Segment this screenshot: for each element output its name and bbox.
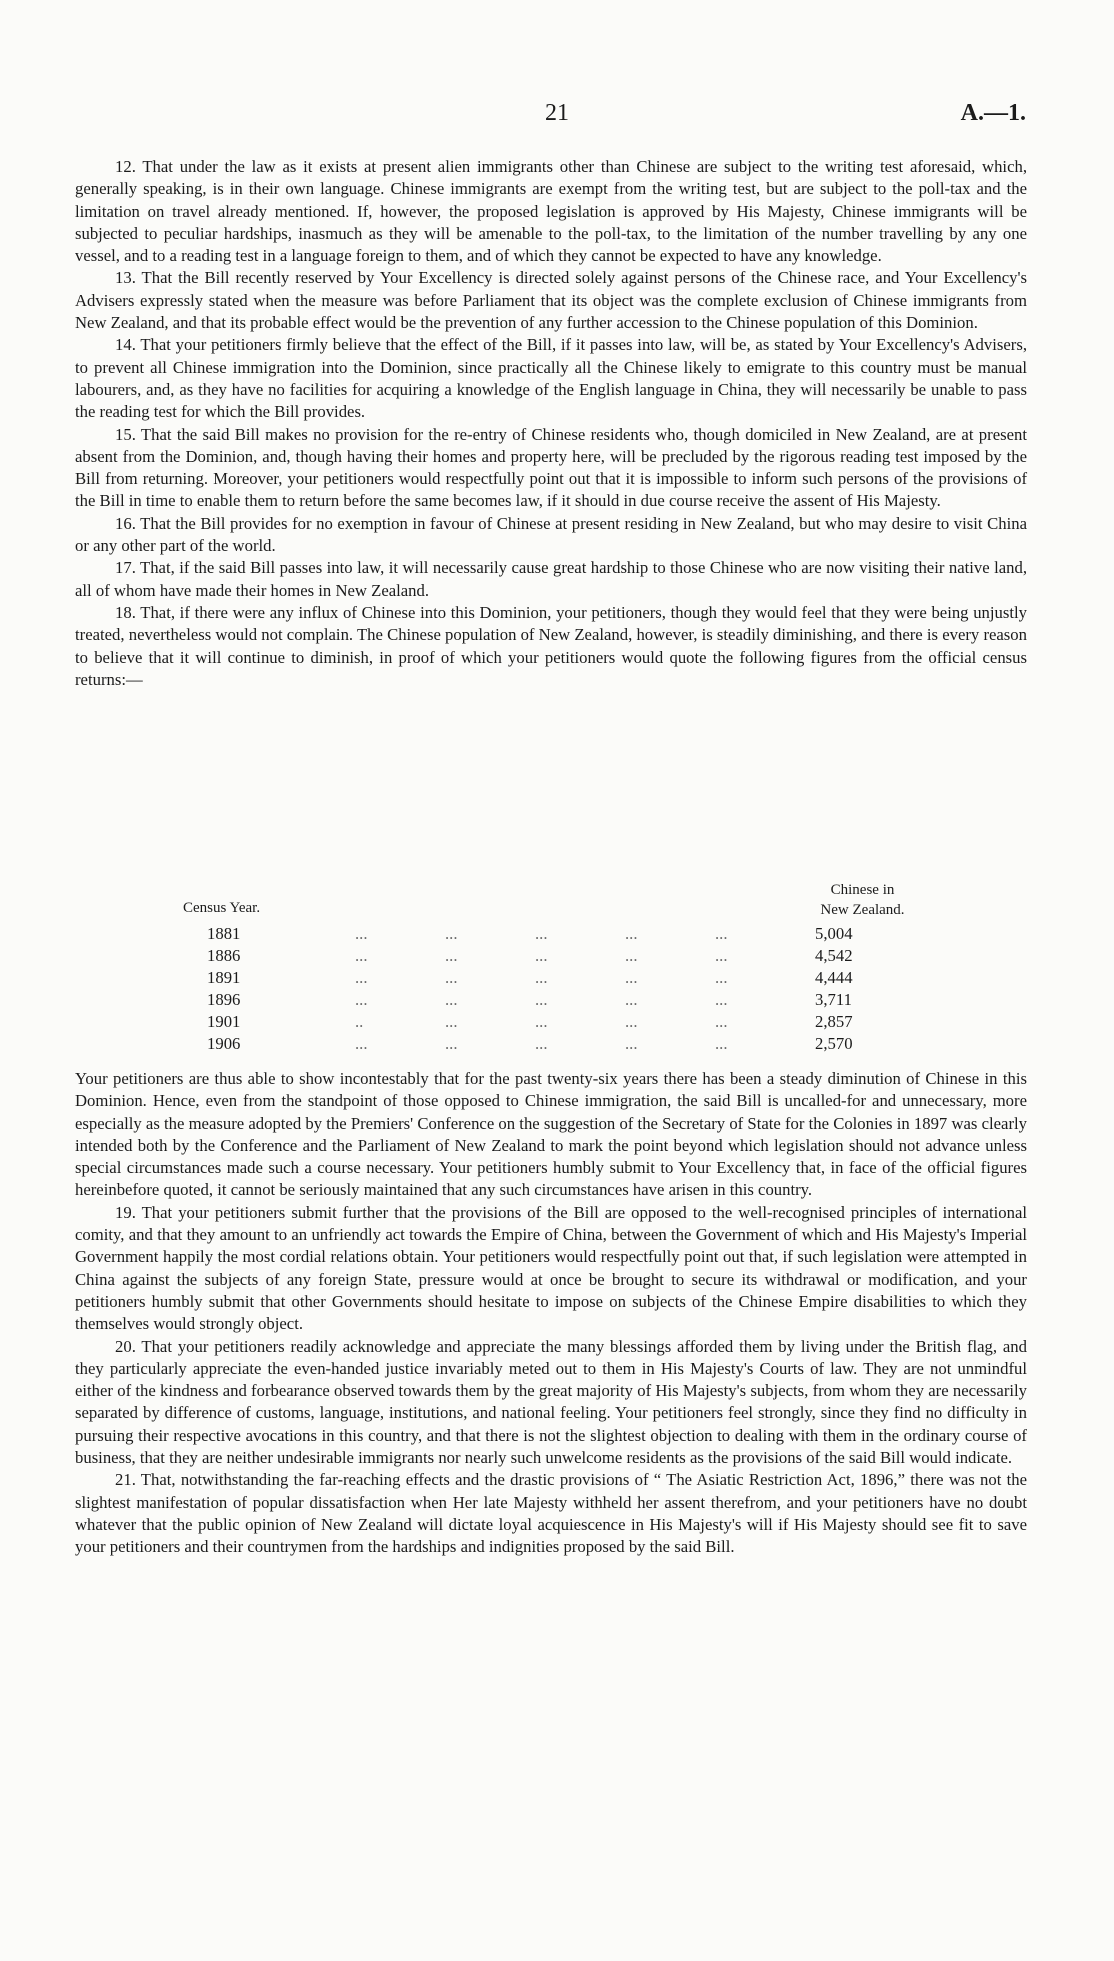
paragraph-17: 17. That, if the said Bill passes into law, it will necessarily cause great hardship to those Chinese who are now visiting their native land, all of whom have made their homes in New Zealand. bbox=[75, 558, 1027, 600]
chinese-count: 4,542 bbox=[815, 946, 853, 965]
census-year: 1896 bbox=[207, 990, 241, 1009]
chinese-count-header bbox=[775, 880, 950, 920]
leader-dots: ... ... ... ... ... bbox=[355, 1034, 728, 1053]
table-row bbox=[0, 946, 1114, 968]
leader-dots: ... ... ... ... ... bbox=[355, 924, 728, 943]
paragraph-14: 14. That your petitioners firmly believe that the effect of the Bill, if it passes into law, will be, as stated by Your Excellency's Advisers, to prevent all Chinese immigration into the Dominion, since practically all the Chinese likely to emigrate to this country must be manual labourers, and, as they have no facilities for acquiring a knowledge of the English language in China, they will necessarily be unable to pass the reading test for which the Bill provides. bbox=[75, 335, 1027, 422]
paragraph-16: 16. That the Bill provides for no exemption in favour of Chinese at present residing in New Zealand, but who may desire to visit China or any other part of the world. bbox=[75, 513, 1027, 556]
census-year: 1886 bbox=[207, 946, 241, 965]
petition-body-top bbox=[75, 156, 1027, 691]
table-row bbox=[0, 968, 1114, 990]
chinese-count-header-line-1: Chinese in bbox=[830, 882, 895, 898]
leader-dots: ... ... ... ... ... bbox=[355, 946, 728, 965]
leader-dots: .. ... ... ... ... bbox=[355, 1012, 728, 1031]
petition-body-bottom bbox=[75, 1068, 1027, 1559]
paragraph-12: 12. That under the law as it exists at present alien immigrants other than Chinese are subject to the writing test aforesaid, which, generally speaking, is in their own language. Chinese immigrants are exempt from the writing test, but are subject to the poll-tax and the limitation on travel already mentioned. If, however, the proposed legislation is approved by His Majesty, Chinese immigrants will be subjected to peculiar hardships, inasmuch as they will be amenable to the poll-tax, to the limitation of the number travelling by any one vessel, and to a reading test in a language foreign to them, and of which they cannot be expected to have any knowledge. bbox=[75, 157, 1027, 266]
chinese-count: 2,570 bbox=[815, 1034, 853, 1053]
paragraph-19: 19. That your petitioners submit further that the provisions of the Bill are opposed to the well-recognised principles of international comity, and that they amount to an unfriendly act towards the Empire of China, between the Government of which and His Majesty's Imperial Government happily the most cordial relations obtain. Your petitioners would respectfully point out that, if such legislation were attempted in China against the subjects of any foreign State, pressure would at once be brought to secure its withdrawal or modification, and your petitioners humbly submit that other Governments should hesitate to impose on subjects of the Chinese Empire disabilities to which they themselves would strongly object. bbox=[75, 1202, 1027, 1334]
census-year: 1881 bbox=[207, 924, 241, 943]
paragraph-15: 15. That the said Bill makes no provision for the re-entry of Chinese residents who, though domiciled in New Zealand, are at present absent from the Dominion, and, though having their homes and property here, will be precluded by the rigorous reading test imposed by the Bill from returning. Moreover, your petitioners would respectfully point out that it is impossible to inform such persons of the provisions of the Bill in time to enable them to return before the same becomes law, if it should in due course receive the assent of His Majesty. bbox=[75, 424, 1027, 511]
census-year-header: Census Year. bbox=[183, 900, 261, 916]
page-number: 21 bbox=[545, 100, 569, 126]
chinese-count-header-line-2: New Zealand. bbox=[820, 902, 905, 918]
paragraph-summary: Your petitioners are thus able to show incontestably that for the past twenty-six years there has been a steady diminution of Chinese in this Dominion. Hence, even from the standpoint of those opposed to Chinese immigration, the said Bill is uncalled-for and unnecessary, more especially as the measure adopted by the Premiers' Conference on the suggestion of the Secretary of State for the Colonies in 1897 was clearly intended both by the Conference and the Parliament of New Zealand to mark the point beyond which legislation should not advance unless special circumstances made such a course necessary. Your petitioners humbly submit to Your Excellency that, in face of the official figures hereinbefore quoted, it cannot be seriously maintained that any such circumstances have arisen in this country. bbox=[75, 1069, 1027, 1200]
census-year: 1906 bbox=[207, 1034, 241, 1053]
leader-dots: ... ... ... ... ... bbox=[355, 990, 728, 1009]
table-row bbox=[0, 1034, 1114, 1056]
document-reference: A.—1. bbox=[960, 100, 1026, 126]
chinese-count: 5,004 bbox=[815, 924, 853, 943]
leader-dots: ... ... ... ... ... bbox=[355, 968, 728, 987]
paragraph-21: 21. That, notwithstanding the far-reaching effects and the drastic provisions of “ The Asiatic Restriction Act, 1896,” there was not the slightest manifestation of popular dissatisfaction when Her late Majesty withheld her assent therefrom, and your petitioners have no doubt whatever that the public opinion of New Zealand will dictate loyal acquiescence in His Majesty's will if His Majesty should see fit to save your petitioners and their countrymen from the hardships and indignities proposed by the said Bill. bbox=[75, 1470, 1027, 1557]
census-table bbox=[0, 880, 1114, 1060]
table-row bbox=[0, 1012, 1114, 1034]
chinese-count: 2,857 bbox=[815, 1012, 853, 1031]
census-year: 1901 bbox=[207, 1012, 241, 1031]
census-year: 1891 bbox=[207, 968, 241, 987]
chinese-count: 4,444 bbox=[815, 968, 853, 987]
paragraph-20: 20. That your petitioners readily acknowledge and appreciate the many blessings afforded them by living under the British flag, and they particularly appreciate the even-handed justice invariably meted out to them in His Majesty's Courts of law. They are not unmindful either of the kindness and forbearance observed towards them by the great majority of His Majesty's subjects, from whom they are necessarily separated by difference of customs, language, institutions, and national feeling. Your petitioners feel strongly, since they find no difficulty in pursuing their respective avocations in this country, and that there is not the slightest objection to dealing with them in the ordinary course of business, that they are neither undesirable immigrants nor nearly such unwelcome residents as the provisions of the said Bill would indicate. bbox=[75, 1336, 1027, 1468]
chinese-count: 3,711 bbox=[815, 990, 852, 1009]
paragraph-13: 13. That the Bill recently reserved by Your Excellency is directed solely against persons of the Chinese race, and Your Excellency's Advisers expressly stated when the measure was before Parliament that its object was the complete exclusion of Chinese immigrants from New Zealand, and that its probable effect would be the prevention of any further accession to the Chinese population of this Dominion. bbox=[75, 268, 1027, 333]
table-row bbox=[0, 990, 1114, 1012]
paragraph-18: 18. That, if there were any influx of Chinese into this Dominion, your petitioners, though they would feel that they were being unjustly treated, nevertheless would not complain. The Chinese population of New Zealand, however, is steadily diminishing, and there is every reason to believe that it will continue to diminish, in proof of which your petitioners would quote the following figures from the official census returns:— bbox=[75, 602, 1027, 689]
table-row bbox=[0, 924, 1114, 946]
